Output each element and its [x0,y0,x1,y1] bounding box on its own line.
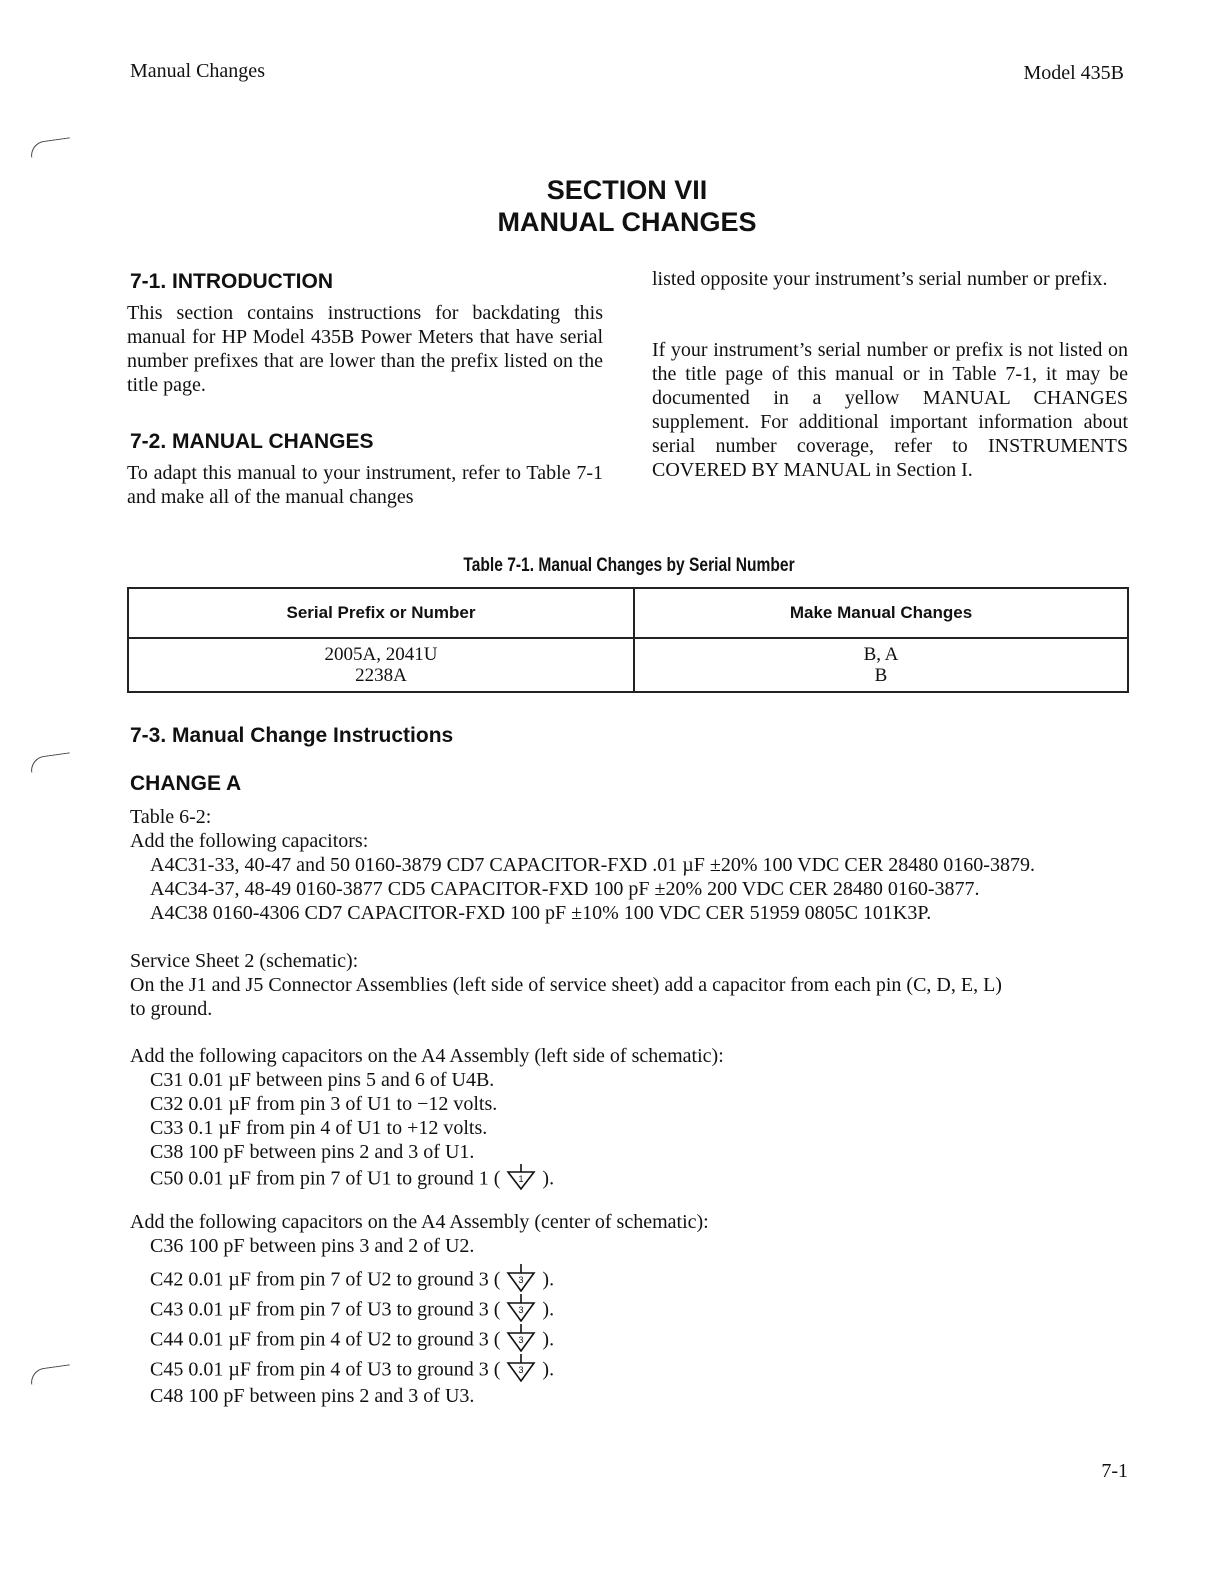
add-capacitors-text: Add the following capacitors: [130,830,369,852]
scan-mark [29,137,72,158]
instructions-heading: 7-3. Manual Change Instructions [130,724,454,747]
ground-number: 3 [518,1365,524,1375]
running-header-left: Manual Changes [130,60,265,82]
capacitor-item-c45 [150,1354,554,1388]
table-caption: Table 7-1. Manual Changes by Serial Number [463,555,795,576]
service-sheet-ref: Service Sheet 2 (schematic): [130,950,359,972]
c43-text: C43 0.01 µF from pin 7 of U3 to ground 3 ( [150,1298,501,1321]
serial-value: 2005A, 2041U [324,644,438,665]
scan-mark [29,752,72,773]
ground-symbol-icon [505,1294,537,1328]
table-header-row [128,588,1128,638]
connector-text-cont: to ground. [130,998,213,1020]
connector-text: On the J1 and J5 Connector Assemblies (left side of service sheet) add a capacitor from each pin (C, D, E, L) [130,974,1002,996]
manual-changes-heading: 7-2. MANUAL CHANGES [130,430,374,453]
section-subtitle: MANUAL CHANGES [497,207,757,237]
table-row [128,638,1128,692]
capacitor-item-c42 [150,1264,554,1298]
capacitor-item: C32 0.01 µF from pin 3 of U1 to −12 volts. [150,1093,498,1115]
capacitor-item: C33 0.1 µF from pin 4 of U1 to +12 volts. [150,1117,488,1139]
column-header-changes: Make Manual Changes [634,588,1128,638]
center-intro: Add the following capacitors on the A4 Assembly (center of schematic): [130,1211,709,1233]
close-paren: ). [542,1268,555,1291]
parts-line: A4C31-33, 40-47 and 50 0160-3879 CD7 CAPACITOR-FXD .01 µF ±20% 100 VDC CER 28480 0160-3879. [150,854,1035,876]
c45-text: C45 0.01 µF from pin 4 of U3 to ground 3 ( [150,1358,501,1381]
changes-value: B [874,665,888,686]
scan-mark [29,1364,72,1385]
right-para-1: listed opposite your instrument’s serial number or prefix. [652,268,1108,290]
c50-text: C50 0.01 µF from pin 7 of U1 to ground 1 ( [150,1167,501,1190]
c42-text: C42 0.01 µF from pin 7 of U2 to ground 3 ( [150,1268,501,1291]
capacitor-item: C36 100 pF between pins 3 and 2 of U2. [150,1235,475,1257]
capacitor-item: C38 100 pF between pins 2 and 3 of U1. [150,1141,475,1163]
serial-table [127,587,1129,693]
ground-number: 3 [518,1275,524,1285]
changes-value: B, A [863,644,899,665]
ground-number: 3 [518,1335,524,1345]
capacitor-item: C31 0.01 µF between pins 5 and 6 of U4B. [150,1069,495,1091]
parts-line: A4C34-37, 48-49 0160-3877 CD5 CAPACITOR-FXD 100 pF ±20% 200 VDC CER 28480 0160-3877. [150,878,980,900]
right-para-2: If your instrument’s serial number or prefix is not listed on the title page of this manual or in Table 7-1, it may be documented in a yellow MANUAL CHANGES supplement. For additional important information about serial number coverage, refer to INSTRUMENTS COVERED BY MANUAL in Section I. [652,339,1128,481]
parts-line: A4C38 0160-4306 CD7 CAPACITOR-FXD 100 pF ±10% 100 VDC CER 51959 0805C 101K3P. [150,902,932,924]
table-ref: Table 6-2: [130,806,212,828]
capacitor-item-c43 [150,1294,554,1328]
capacitor-item: C48 100 pF between pins 2 and 3 of U3. [150,1385,475,1407]
left-side-intro: Add the following capacitors on the A4 Assembly (left side of schematic): [130,1045,724,1067]
ground-symbol-icon [505,1324,537,1358]
ground-symbol-icon [505,1164,537,1196]
serial-value: 2238A [355,665,407,686]
intro-text: This section contains instructions for backdating this manual for HP Model 435B Power Meters that have serial number prefixes that are lower than the prefix listed on the title page. [127,302,603,396]
close-paren: ). [542,1358,555,1381]
serial-cell [128,638,634,692]
ground-symbol-icon [505,1354,537,1388]
capacitor-item-c44 [150,1324,554,1358]
page-number: 7-1 [1101,1460,1128,1482]
changes-cell [634,638,1128,692]
column-header-serial: Serial Prefix or Number [128,588,634,638]
ground-symbol-icon [505,1264,537,1298]
ground-number: 1 [518,1174,524,1184]
change-a-heading: CHANGE A [130,772,242,795]
capacitor-item-c50 [150,1164,554,1196]
section-title: SECTION VII [546,175,708,205]
close-paren: ). [542,1328,555,1351]
intro-heading: 7-1. INTRODUCTION [130,270,334,293]
ground-number: 3 [518,1305,524,1315]
running-header-right: Model 435B [1023,62,1124,84]
close-paren: ). [542,1167,555,1190]
manual-changes-text: To adapt this manual to your instrument, refer to Table 7-1 and make all of the manual changes [127,462,603,508]
c44-text: C44 0.01 µF from pin 4 of U2 to ground 3 ( [150,1328,501,1351]
close-paren: ). [542,1298,555,1321]
